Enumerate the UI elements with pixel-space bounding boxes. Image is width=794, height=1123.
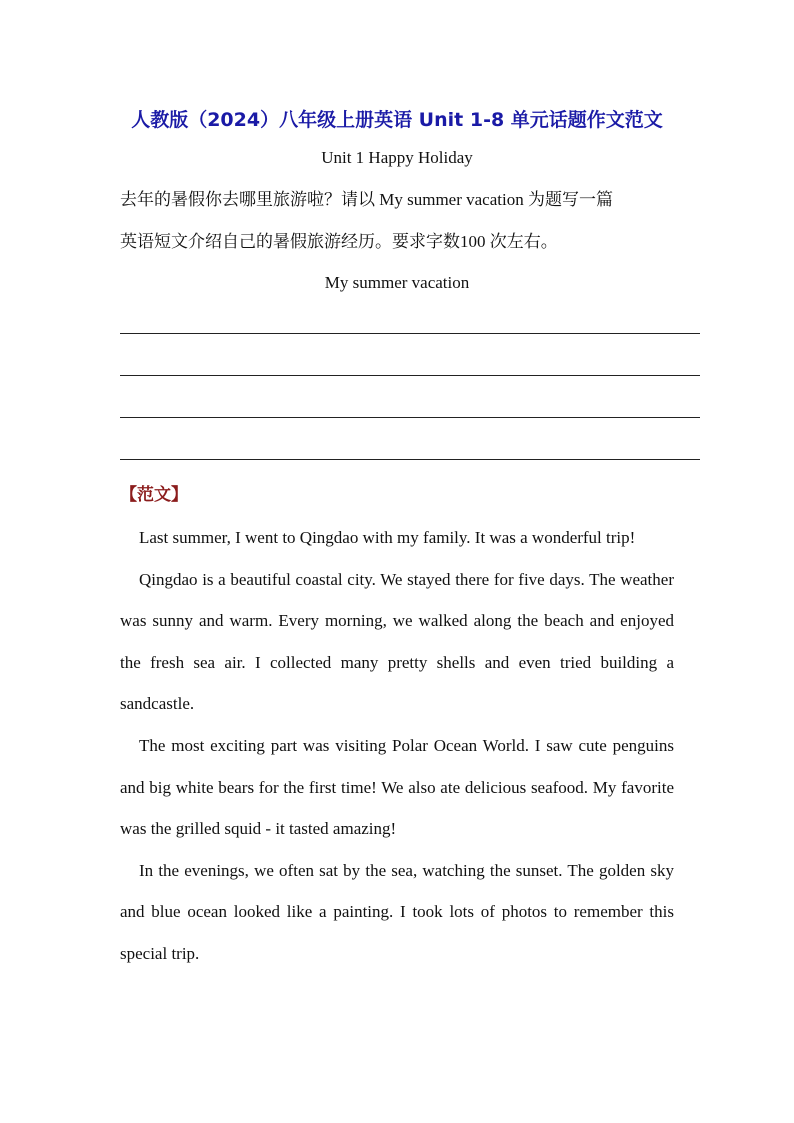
writing-line bbox=[120, 459, 700, 460]
document-title: 人教版（2024）八年级上册英语 Unit 1-8 单元话题作文范文 bbox=[131, 109, 663, 131]
sample-essay-label: 【范文】 bbox=[120, 485, 188, 505]
writing-line bbox=[120, 375, 700, 376]
essay-paragraph-1: Last summer, I went to Qingdao with my family. It was a wonderful trip! bbox=[139, 528, 636, 547]
writing-line bbox=[120, 417, 700, 418]
unit-heading: Unit 1 Happy Holiday bbox=[321, 148, 473, 167]
essay-paragraph-2: Qingdao is a beautiful coastal city. We stayed there for five days. The weather was sunny and warm. Every morning, we walked along the beach and enjoyed the fresh sea air. I collected many pretty shells and even tried building a sandcastle. bbox=[120, 569, 674, 714]
essay-paragraph-3: The most exciting part was visiting Polar Ocean World. I saw cute penguins and big white bears for the first time! We also ate delicious seafood. My favorite was the grilled squid - it tasted amazing! bbox=[120, 735, 674, 839]
essay-paragraph-4: In the evenings, we often sat by the sea, watching the sunset. The golden sky and blue ocean looked like a painting. I took lots of photos to remember this special trip. bbox=[120, 860, 674, 963]
prompt-line-2: 英语短文介绍自己的暑假旅游经历。要求字数100 次左右。 bbox=[120, 232, 558, 251]
prompt-line-1: 去年的暑假你去哪里旅游啦？请以 My summer vacation 为题写一篇 bbox=[120, 190, 613, 209]
essay-title: My summer vacation bbox=[324, 273, 470, 292]
writing-line bbox=[120, 333, 700, 334]
sample-essay bbox=[120, 517, 674, 975]
